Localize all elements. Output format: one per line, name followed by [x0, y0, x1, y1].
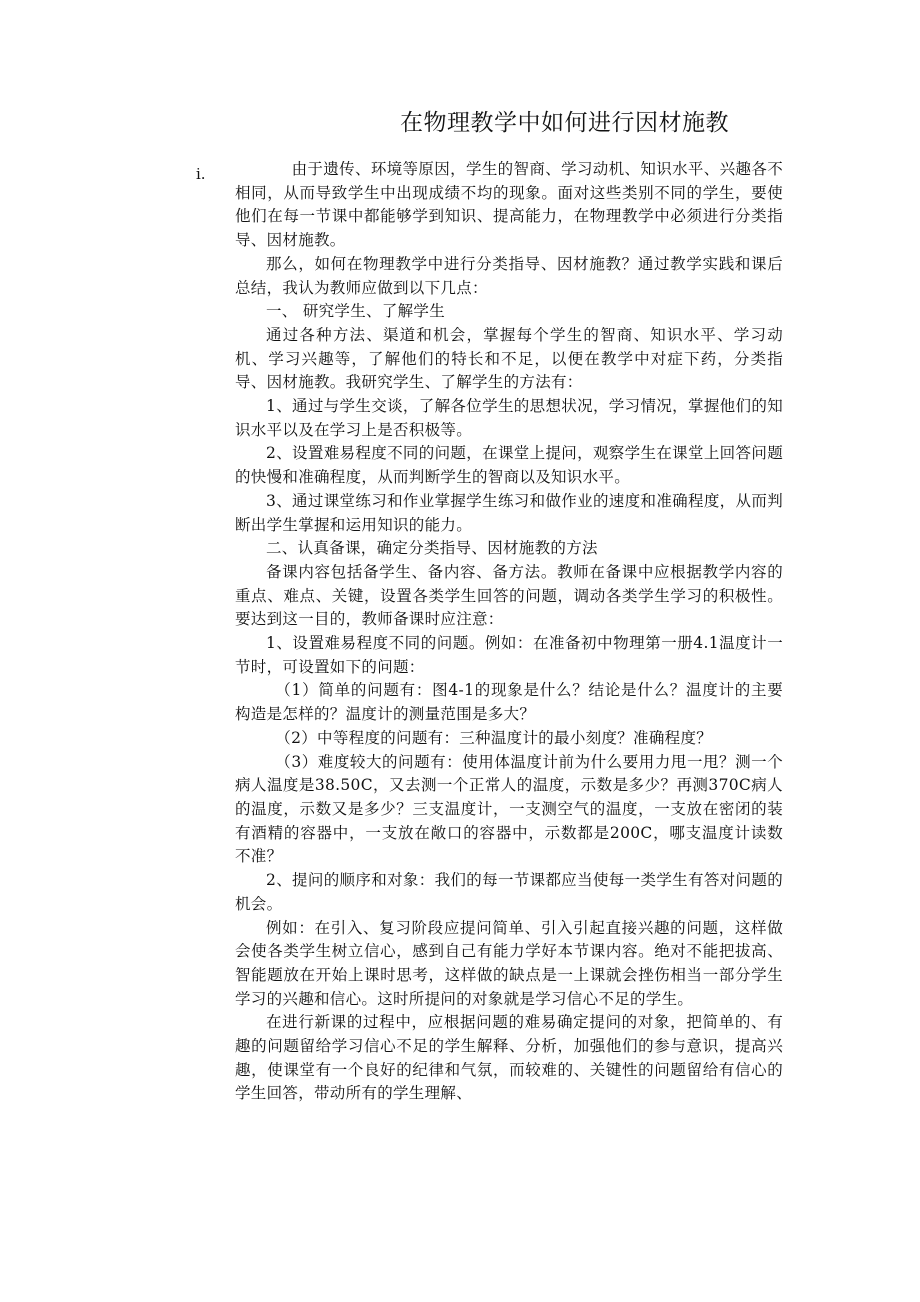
paragraph-section-1: 通过各种方法、渠道和机会，掌握每个学生的智商、知识水平、学习动机、学习兴趣等，了解他们的特长和不足，以便在教学中对症下药，分类指导、因材施教。我研究学生、了解学生的方法有：: [235, 325, 783, 392]
document-body: [235, 158, 783, 1106]
section-heading-2: 二、认真备课，确定分类指导、因材施教的方法: [266, 539, 598, 558]
paragraph-new-lesson: 在进行新课的过程中，应根据问题的难易确定提问的对象，把简单的、有趣的问题留给学习信心不足的学生解释、分析，加强他们的参与意识，提高兴趣，使课堂有一个良好的纪律和气氛，而较难的、关键性的问题留给有信心的学生回答，带动所有的学生理解、: [235, 1013, 783, 1103]
list-item-2: 2、设置难易程度不同的问题，在课堂上提问，观察学生在课堂上回答问题的快慢和准确程度，从而判断学生的智商以及知识水平。: [235, 444, 783, 487]
paragraph-intro: 由于遗传、环境等原因，学生的智商、学习动机、知识水平、兴趣各不相同，从而导致学生中出现成绩不均的现象。面对这些类别不同的学生，要使他们在每一节课中都能够学到知识、提高能力，在物理教学中必须进行分类指导、因材施教。: [235, 160, 783, 250]
list-item-3: 3、通过课堂练习和作业掌握学生练习和做作业的速度和准确程度，从而判断出学生掌握和运用知识的能力。: [235, 491, 783, 534]
paragraph-example: 例如：在引入、复习阶段应提问简单、引入引起直接兴趣的问题，这样做会使各类学生树立信心，感到自己有能力学好本节课内容。绝对不能把拔高、智能题放在开始上课时思考，这样做的缺点是一上课就会挫伤相当一部分学生学习的兴趣和信心。这时所提问的对象就是学习信心不足的学生。: [235, 918, 783, 1008]
question-simple: （1）简单的问题有：图4-1的现象是什么？结论是什么？温度计的主要构造是怎样的？温度计的测量范围是多大？: [235, 681, 783, 724]
list-item-4: 1、设置难易程度不同的问题。例如：在准备初中物理第一册4.1温度计一节时，可设置如下的问题：: [235, 634, 783, 676]
section-heading-1: 一、 研究学生、了解学生: [266, 302, 446, 321]
paragraph-section-2: 备课内容包括备学生、备内容、备方法。教师在备课中应根据教学内容的重点、难点、关键，设置各类学生回答的问题，调动各类学生学习的积极性。要达到这一目的，教师备课时应注意：: [235, 562, 783, 629]
list-item-1: 1、通过与学生交谈，了解各位学生的思想状况，学习情况，掌握他们的知识水平以及在学习上是否积极等。: [235, 397, 783, 439]
document-title: 在物理教学中如何进行因材施教: [400, 110, 729, 136]
question-hard: （3）难度较大的问题有：使用体温度计前为什么要用力甩一甩？测一个病人温度是38.50C，又去测一个正常人的温度，示数是多少？再测370C病人的温度，示数又是多少？三支温度计，一支测空气的温度，一支放在密闭的装有酒精的容器中，一支放在敞口的容器中，示数都是200C，哪支温度计读数不准？: [235, 752, 783, 866]
paragraph-question: 那么，如何在物理教学中进行分类指导、因材施教？通过教学实践和课后总结，我认为教师应做到以下几点：: [235, 254, 783, 297]
list-item-5: 2、提问的顺序和对象：我们的每一节课都应当使每一类学生有答对问题的机会。: [235, 871, 783, 913]
question-medium: （2）中等程度的问题有：三种温度计的最小刻度？准确程度？: [275, 728, 713, 747]
list-marker: i.: [196, 165, 206, 183]
